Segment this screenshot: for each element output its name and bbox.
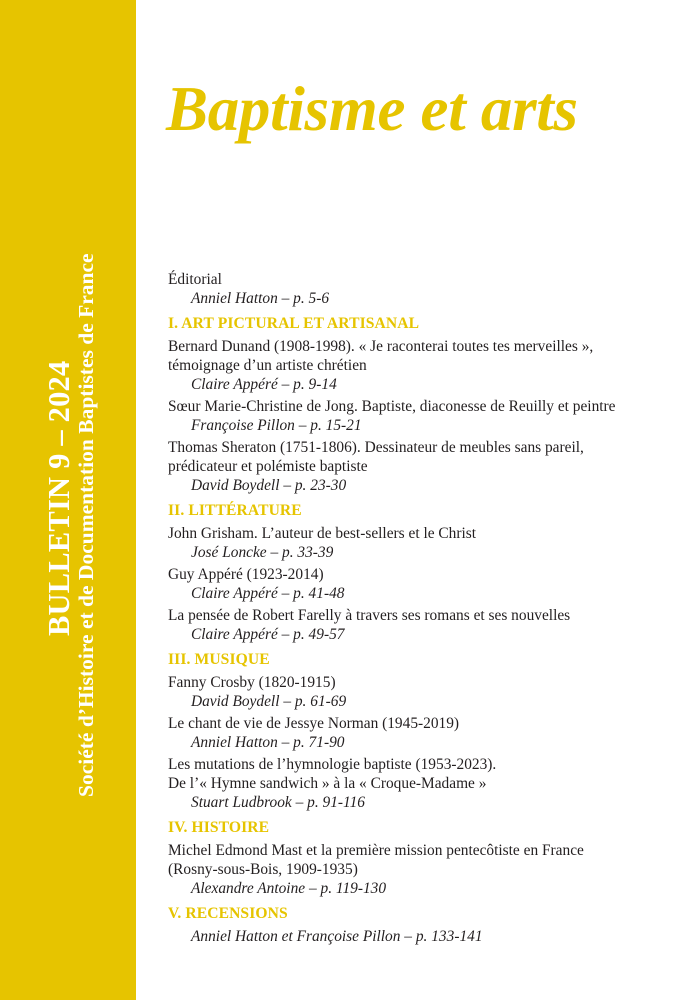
entry-title: Les mutations de l’hymnologie baptiste (1953-2023). [168, 756, 497, 773]
entry-title: prédicateur et polémiste baptiste [168, 458, 368, 475]
entry-title: témoignage d’un artiste chrétien [168, 357, 367, 374]
toc-entry-editorial [168, 270, 688, 308]
toc-entry [168, 606, 688, 644]
toc-entry [168, 397, 688, 435]
section-heading: II. LITTÉRATURE [168, 502, 302, 519]
toc-entry [168, 714, 688, 752]
toc-entry [168, 337, 688, 394]
entry-title: Le chant de vie de Jessye Norman (1945-2019) [168, 715, 460, 732]
entry-title: Sœur Marie-Christine de Jong. Baptiste, diaconesse de Reuilly et peintre [168, 398, 616, 415]
entry-author: Claire Appéré – p. 9-14 [191, 376, 337, 393]
entry-title: Thomas Sheraton (1751-1806). Dessinateur de meubles sans pareil, [168, 439, 584, 456]
entry-title: Fanny Crosby (1820-1915) [168, 674, 336, 691]
entry-author: Alexandre Antoine – p. 119-130 [191, 880, 387, 897]
entry-title: De l’« Hymne sandwich » à la « Croque-Madame » [168, 775, 487, 792]
entry-author: José Loncke – p. 33-39 [191, 544, 334, 561]
entry-author: Claire Appéré – p. 49-57 [191, 626, 345, 643]
entry-title: Michel Edmond Mast et la première mission pentecôtiste en France [168, 842, 584, 859]
entry-title: Bernard Dunand (1908-1998). « Je raconterai toutes tes merveilles », [168, 338, 594, 355]
entry-author: Claire Appéré – p. 41-48 [191, 585, 345, 602]
entry-author: Françoise Pillon – p. 15-21 [191, 417, 362, 434]
entry-title: Guy Appéré (1923-2014) [168, 566, 324, 583]
entry-title: La pensée de Robert Farelly à travers ses romans et ses nouvelles [168, 607, 571, 624]
publisher-name: Société d’Histoire et de Documentation Baptistes de France [74, 253, 98, 797]
entry-author: David Boydell – p. 61-69 [191, 693, 347, 710]
entry-author: Anniel Hatton et Françoise Pillon – p. 133-141 [191, 928, 483, 945]
entry-author: Anniel Hatton – p. 5-6 [191, 290, 330, 307]
section-heading: IV. HISTOIRE [168, 819, 270, 836]
toc-entry [168, 565, 688, 603]
toc-entry [168, 927, 688, 946]
toc-entry [168, 438, 688, 495]
cover-title: Baptisme et arts [166, 74, 578, 144]
entry-author: David Boydell – p. 23-30 [191, 477, 347, 494]
entry-author: Anniel Hatton – p. 71-90 [191, 734, 345, 751]
entry-title: Éditorial [168, 271, 222, 288]
section-heading: III. MUSIQUE [168, 651, 270, 668]
spine-band [0, 0, 136, 1000]
entry-title: John Grisham. L’auteur de best-sellers et le Christ [168, 525, 477, 542]
section-heading: V. RECENSIONS [168, 905, 288, 922]
table-of-contents [168, 270, 688, 949]
section-heading: I. ART PICTURAL ET ARTISANAL [168, 315, 420, 332]
bulletin-issue: BULLETIN 9 – 2024 [42, 360, 76, 636]
toc-entry [168, 673, 688, 711]
toc-entry [168, 755, 688, 812]
entry-author: Stuart Ludbrook – p. 91-116 [191, 794, 366, 811]
toc-entry [168, 841, 688, 898]
toc-entry [168, 524, 688, 562]
entry-title: (Rosny-sous-Bois, 1909-1935) [168, 861, 358, 878]
